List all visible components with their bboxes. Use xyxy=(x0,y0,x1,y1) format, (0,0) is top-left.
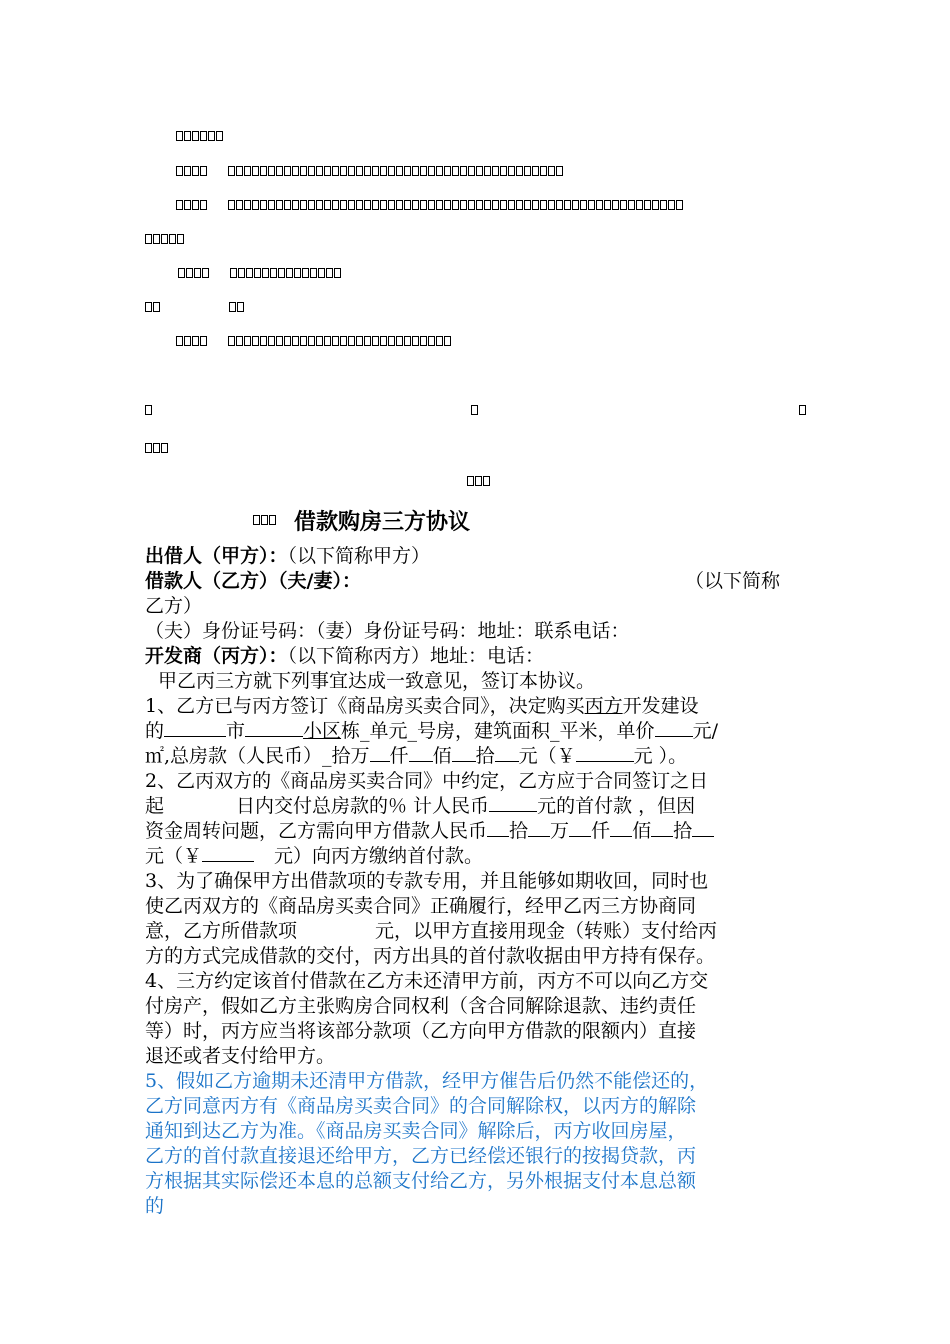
missing-glyph-box xyxy=(200,131,207,141)
missing-glyph-box xyxy=(540,200,547,210)
clause-2-text: 仟 xyxy=(591,820,611,842)
lender-suffix: （以下简称甲方） xyxy=(287,545,431,567)
missing-glyph-box xyxy=(202,268,209,278)
missing-glyph-box xyxy=(524,200,531,210)
missing-glyph-box xyxy=(184,200,191,210)
clause-1-line-3 xyxy=(145,745,810,768)
missing-glyph-box xyxy=(326,268,333,278)
clause-2-line-4 xyxy=(145,845,810,868)
missing-glyph-box xyxy=(184,166,191,176)
clause-1-line-2 xyxy=(145,720,810,743)
missing-glyph-box xyxy=(444,336,451,346)
missing-glyph-box xyxy=(161,234,168,244)
missing-glyph-box xyxy=(200,200,207,210)
missing-glyph-box xyxy=(176,166,183,176)
missing-glyph-box xyxy=(308,336,315,346)
missing-glyph-box xyxy=(268,336,275,346)
missing-glyph-box xyxy=(244,166,251,176)
missing-glyph-box xyxy=(404,336,411,346)
missing-glyph-box xyxy=(660,200,667,210)
missing-glyph-box xyxy=(420,166,427,176)
missing-glyph-box xyxy=(332,200,339,210)
borrower-suffix: （以下简称 xyxy=(685,570,781,592)
clause-4-line-3: 等）时，丙方应当将该部分款项（乙方向甲方借款的限额内）直接 xyxy=(145,1020,697,1042)
clause-4-line-1: 4、三方约定该首付借款在乙方未还清甲方前，丙方不可以向乙方交 xyxy=(145,970,709,992)
missing-glyph-box xyxy=(508,200,515,210)
blank-field xyxy=(202,845,254,862)
blank-field xyxy=(370,745,390,762)
missing-glyph-box xyxy=(556,200,563,210)
missing-glyph-box xyxy=(476,200,483,210)
missing-glyph-box xyxy=(467,476,474,486)
missing-glyph-box xyxy=(169,234,176,244)
missing-glyph-box xyxy=(252,336,259,346)
missing-glyph-box xyxy=(252,200,259,210)
garbled-row-8c xyxy=(799,403,807,417)
missing-glyph-box xyxy=(324,200,331,210)
missing-glyph-box xyxy=(176,336,183,346)
missing-glyph-box xyxy=(380,336,387,346)
missing-glyph-box xyxy=(269,515,276,525)
blank-field xyxy=(409,745,433,762)
missing-glyph-box xyxy=(396,200,403,210)
missing-glyph-box xyxy=(161,443,168,453)
clause-3-text: 意，乙方所借款项 xyxy=(145,920,298,942)
clause-2-text: 元（￥ xyxy=(145,845,203,867)
clause-1-text: 市 xyxy=(226,720,246,742)
missing-glyph-box xyxy=(334,268,341,278)
missing-glyph-box xyxy=(300,166,307,176)
garbled-row-5b xyxy=(230,266,342,280)
missing-glyph-box xyxy=(238,268,245,278)
blank-field xyxy=(576,745,634,762)
blank-field xyxy=(495,745,519,762)
blank-field xyxy=(528,820,550,837)
garbled-row-5a xyxy=(178,266,210,280)
missing-glyph-box xyxy=(276,336,283,346)
missing-glyph-box xyxy=(404,200,411,210)
missing-glyph-box xyxy=(184,336,191,346)
missing-glyph-box xyxy=(310,268,317,278)
clause-2-line-1: 2、乙丙双方的《商品房买卖合同》中约定，乙方应于合同签订之日 xyxy=(145,770,709,792)
missing-glyph-box xyxy=(244,336,251,346)
missing-glyph-box xyxy=(620,200,627,210)
missing-glyph-box xyxy=(332,166,339,176)
missing-glyph-box xyxy=(420,200,427,210)
missing-glyph-box xyxy=(300,336,307,346)
clause-2-text: 资金周转问题，乙方需向甲方借款人民币 xyxy=(145,820,488,842)
id-line: （夫）身份证号码：（妻）身份证号码：地址：联系电话： xyxy=(145,620,630,642)
clause-1-developer: 丙方 xyxy=(584,695,623,717)
missing-glyph-box xyxy=(500,200,507,210)
missing-glyph-box xyxy=(308,200,315,210)
clause-2-text: 日内交付总房款的％ 计人民币 xyxy=(236,795,490,817)
clause-3-line-4: 方的方式完成借款的交付，丙方出具的首付款收据由甲方持有保存。 xyxy=(145,945,716,967)
missing-glyph-box xyxy=(364,166,371,176)
clause-1-text: 元 ）。 xyxy=(633,745,688,767)
missing-glyph-box xyxy=(436,200,443,210)
missing-glyph-box xyxy=(508,166,515,176)
missing-glyph-box xyxy=(556,166,563,176)
garbled-row-1 xyxy=(176,129,224,143)
clause-1-text: 佰 xyxy=(432,745,452,767)
missing-glyph-box xyxy=(364,200,371,210)
developer-suffix: （以下简称丙方）地址：电话： xyxy=(287,645,545,667)
clause-2-text: 元）向丙方缴纳首付款。 xyxy=(274,845,484,867)
missing-glyph-box xyxy=(580,200,587,210)
garbled-row-8a xyxy=(145,403,153,417)
missing-glyph-box xyxy=(200,336,207,346)
missing-glyph-box xyxy=(388,166,395,176)
missing-glyph-box xyxy=(428,200,435,210)
missing-glyph-box xyxy=(548,166,555,176)
blank-field xyxy=(569,820,591,837)
missing-glyph-box xyxy=(500,166,507,176)
clause-1-line-1 xyxy=(145,695,810,718)
missing-glyph-box xyxy=(176,200,183,210)
missing-glyph-box xyxy=(524,166,531,176)
missing-glyph-box xyxy=(572,200,579,210)
missing-glyph-box xyxy=(356,200,363,210)
clause-4-line-2: 付房产，假如乙方主张购房合同权利（含合同解除退款、违约责任 xyxy=(145,995,697,1017)
missing-glyph-box xyxy=(316,336,323,346)
garbled-row-2b xyxy=(228,164,564,178)
missing-glyph-box xyxy=(192,166,199,176)
missing-glyph-box xyxy=(186,268,193,278)
missing-glyph-box xyxy=(276,166,283,176)
clause-2-line-2 xyxy=(145,795,810,818)
missing-glyph-box xyxy=(318,268,325,278)
garbled-row-4 xyxy=(145,232,185,246)
clause-4-line-4: 退还或者支付给甲方。 xyxy=(145,1045,336,1067)
garbled-row-2a xyxy=(176,164,208,178)
clause-3-text: 元，以甲方直接用现金（转账）支付给丙 xyxy=(375,920,718,942)
clause-1-text: 元/ xyxy=(692,720,718,742)
missing-glyph-box xyxy=(278,268,285,278)
clause-1-text: 开发建设 xyxy=(622,695,699,717)
clause-1-text: 的 xyxy=(145,720,165,742)
missing-glyph-box xyxy=(356,166,363,176)
missing-glyph-box xyxy=(300,200,307,210)
missing-glyph-box xyxy=(252,166,259,176)
missing-glyph-box xyxy=(460,200,467,210)
missing-glyph-box xyxy=(268,166,275,176)
missing-glyph-box xyxy=(452,166,459,176)
missing-glyph-box xyxy=(192,200,199,210)
missing-glyph-box xyxy=(292,200,299,210)
missing-glyph-box xyxy=(428,166,435,176)
missing-glyph-box xyxy=(228,200,235,210)
clause-5-line-4: 乙方的首付款直接退还给甲方，乙方已经偿还银行的按揭贷款，丙 xyxy=(145,1145,697,1167)
missing-glyph-box xyxy=(230,268,237,278)
garbled-row-6a xyxy=(145,300,161,314)
clause-5-line-6: 的 xyxy=(145,1195,165,1217)
missing-glyph-box xyxy=(178,268,185,278)
garbled-row-6b xyxy=(229,300,245,314)
missing-glyph-box xyxy=(380,200,387,210)
missing-glyph-box xyxy=(460,166,467,176)
clause-2-text: 拾 xyxy=(509,820,529,842)
missing-glyph-box xyxy=(284,336,291,346)
missing-glyph-box xyxy=(596,200,603,210)
missing-glyph-box xyxy=(348,200,355,210)
blank-field xyxy=(489,795,537,812)
clause-2-text: 万 xyxy=(550,820,570,842)
missing-glyph-box xyxy=(484,200,491,210)
missing-glyph-box xyxy=(452,200,459,210)
missing-glyph-box xyxy=(652,200,659,210)
missing-glyph-box xyxy=(564,200,571,210)
missing-glyph-box xyxy=(380,166,387,176)
missing-glyph-box xyxy=(340,336,347,346)
garbled-row-7a xyxy=(176,334,208,348)
missing-glyph-box xyxy=(216,131,223,141)
missing-glyph-box xyxy=(200,166,207,176)
missing-glyph-box xyxy=(192,336,199,346)
missing-glyph-box xyxy=(292,336,299,346)
missing-glyph-box xyxy=(388,200,395,210)
missing-glyph-box xyxy=(145,302,152,312)
missing-glyph-box xyxy=(236,336,243,346)
missing-glyph-box xyxy=(604,200,611,210)
intro-line: 甲乙丙三方就下列事宜达成一致意见，签订本协议。 xyxy=(158,670,596,692)
missing-glyph-box xyxy=(471,405,478,415)
missing-glyph-box xyxy=(468,200,475,210)
clause-1-text: 1、乙方已与丙方签订《商品房买卖合同》，决定购买 xyxy=(145,695,585,717)
lender-line xyxy=(145,545,810,568)
clause-3-line-2: 使乙丙双方的《商品房买卖合同》正确履行，经甲乙丙三方协商同 xyxy=(145,895,697,917)
clause-2-text: 起 xyxy=(145,795,165,817)
missing-glyph-box xyxy=(308,166,315,176)
missing-glyph-box xyxy=(153,302,160,312)
missing-glyph-box xyxy=(588,200,595,210)
clause-5-line-3: 通知到达乙方为准。《商品房买卖合同》解除后，丙方收回房屋， xyxy=(145,1120,687,1142)
missing-glyph-box xyxy=(208,131,215,141)
missing-glyph-box xyxy=(436,166,443,176)
missing-glyph-box xyxy=(548,200,555,210)
missing-glyph-box xyxy=(229,302,236,312)
missing-glyph-box xyxy=(228,166,235,176)
missing-glyph-box xyxy=(364,336,371,346)
missing-glyph-box xyxy=(540,166,547,176)
missing-glyph-box xyxy=(532,200,539,210)
developer-label: 开发商（丙方）： xyxy=(145,645,288,667)
blank-field xyxy=(245,720,303,737)
missing-glyph-box xyxy=(268,200,275,210)
lender-label: 出借人（甲方）： xyxy=(145,545,288,567)
borrower-label: 借款人（乙方）（夫/妻）： xyxy=(145,570,361,592)
blank-field xyxy=(487,820,509,837)
missing-glyph-box xyxy=(412,336,419,346)
missing-glyph-box xyxy=(492,166,499,176)
clause-3-line-3 xyxy=(145,920,810,943)
missing-glyph-box xyxy=(324,336,331,346)
missing-glyph-box xyxy=(153,443,160,453)
garbled-row-3b xyxy=(228,198,684,212)
clause-1-community: 小区 xyxy=(303,720,342,742)
missing-glyph-box xyxy=(244,200,251,210)
missing-glyph-box xyxy=(532,166,539,176)
missing-glyph-box xyxy=(676,200,683,210)
developer-line xyxy=(145,645,810,668)
missing-glyph-box xyxy=(436,336,443,346)
blank-field xyxy=(655,720,693,737)
missing-glyph-box xyxy=(237,302,244,312)
missing-glyph-box xyxy=(420,336,427,346)
missing-glyph-box xyxy=(145,405,152,415)
missing-glyph-box xyxy=(284,200,291,210)
missing-glyph-box xyxy=(372,336,379,346)
missing-glyph-box xyxy=(340,166,347,176)
missing-glyph-box xyxy=(668,200,675,210)
missing-glyph-box xyxy=(396,336,403,346)
missing-glyph-box xyxy=(332,336,339,346)
clause-1-text: ㎡,总房款（人民币）_拾万 xyxy=(145,745,370,767)
missing-glyph-box xyxy=(253,515,260,525)
clause-2-text: 拾 xyxy=(673,820,693,842)
clause-1-text: 元（￥ xyxy=(518,745,576,767)
missing-glyph-box xyxy=(516,166,523,176)
missing-glyph-box xyxy=(270,268,277,278)
missing-glyph-box xyxy=(284,166,291,176)
missing-glyph-box xyxy=(428,336,435,346)
missing-glyph-box xyxy=(254,268,261,278)
missing-glyph-box xyxy=(316,166,323,176)
blank-field xyxy=(692,820,714,837)
missing-glyph-box xyxy=(644,200,651,210)
missing-glyph-box xyxy=(145,234,152,244)
missing-glyph-box xyxy=(261,515,268,525)
missing-glyph-box xyxy=(260,166,267,176)
blank-field xyxy=(164,720,226,737)
missing-glyph-box xyxy=(348,336,355,346)
missing-glyph-box xyxy=(612,200,619,210)
missing-glyph-box xyxy=(177,234,184,244)
missing-glyph-box xyxy=(262,268,269,278)
garbled-row-3a xyxy=(176,198,208,212)
borrower-line xyxy=(145,570,810,593)
missing-glyph-box xyxy=(372,166,379,176)
missing-glyph-box xyxy=(372,200,379,210)
missing-glyph-box xyxy=(236,166,243,176)
clause-1-text: 拾 xyxy=(475,745,495,767)
missing-glyph-box xyxy=(484,166,491,176)
missing-glyph-box xyxy=(483,476,490,486)
missing-glyph-box xyxy=(468,166,475,176)
missing-glyph-box xyxy=(476,166,483,176)
missing-glyph-box xyxy=(153,234,160,244)
clause-5-line-1: 5、假如乙方逾期未还清甲方借款，经甲方催告后仍然不能偿还的， xyxy=(145,1070,709,1092)
clause-5-line-2: 乙方同意丙方有《商品房买卖合同》的合同解除权，以丙方的解除 xyxy=(145,1095,697,1117)
missing-glyph-box xyxy=(302,268,309,278)
blank-field xyxy=(452,745,476,762)
missing-glyph-box xyxy=(286,268,293,278)
clause-2-line-3 xyxy=(145,820,810,843)
missing-glyph-box xyxy=(799,405,806,415)
garbled-row-11 xyxy=(253,513,277,527)
missing-glyph-box xyxy=(260,200,267,210)
missing-glyph-box xyxy=(228,336,235,346)
missing-glyph-box xyxy=(260,336,267,346)
missing-glyph-box xyxy=(412,200,419,210)
missing-glyph-box xyxy=(348,166,355,176)
missing-glyph-box xyxy=(276,200,283,210)
missing-glyph-box xyxy=(246,268,253,278)
missing-glyph-box xyxy=(412,166,419,176)
clause-2-text: 元的首付款 ，但因 xyxy=(537,795,696,817)
missing-glyph-box xyxy=(628,200,635,210)
garbled-row-9 xyxy=(145,441,169,455)
missing-glyph-box xyxy=(192,131,199,141)
missing-glyph-box xyxy=(176,131,183,141)
missing-glyph-box xyxy=(475,476,482,486)
missing-glyph-box xyxy=(316,200,323,210)
missing-glyph-box xyxy=(516,200,523,210)
missing-glyph-box xyxy=(492,200,499,210)
clause-1-text: 栋_单元_号房，建筑面积_平米，单价 xyxy=(341,720,655,742)
missing-glyph-box xyxy=(194,268,201,278)
missing-glyph-box xyxy=(388,336,395,346)
missing-glyph-box xyxy=(340,200,347,210)
missing-glyph-box xyxy=(184,131,191,141)
missing-glyph-box xyxy=(444,166,451,176)
missing-glyph-box xyxy=(294,268,301,278)
missing-glyph-box xyxy=(324,166,331,176)
blank-field xyxy=(610,820,632,837)
missing-glyph-box xyxy=(444,200,451,210)
clause-1-text: 仟 xyxy=(389,745,409,767)
missing-glyph-box xyxy=(145,443,152,453)
clause-5-line-5: 方根据其实际偿还本息的总额支付给乙方，另外根据支付本息总额 xyxy=(145,1170,697,1192)
borrower-suffix-line: 乙方） xyxy=(145,595,203,617)
garbled-row-8b xyxy=(471,403,479,417)
missing-glyph-box xyxy=(404,166,411,176)
blank-field xyxy=(651,820,673,837)
missing-glyph-box xyxy=(396,166,403,176)
missing-glyph-box xyxy=(236,200,243,210)
missing-glyph-box xyxy=(356,336,363,346)
missing-glyph-box xyxy=(636,200,643,210)
clause-2-text: 佰 xyxy=(632,820,652,842)
missing-glyph-box xyxy=(292,166,299,176)
garbled-row-10 xyxy=(467,474,491,488)
document-title: 借款购房三方协议 xyxy=(294,509,471,535)
clause-3-line-1: 3、为了确保甲方出借款项的专款专用，并且能够如期收回，同时也 xyxy=(145,870,709,892)
garbled-row-7b xyxy=(228,334,452,348)
